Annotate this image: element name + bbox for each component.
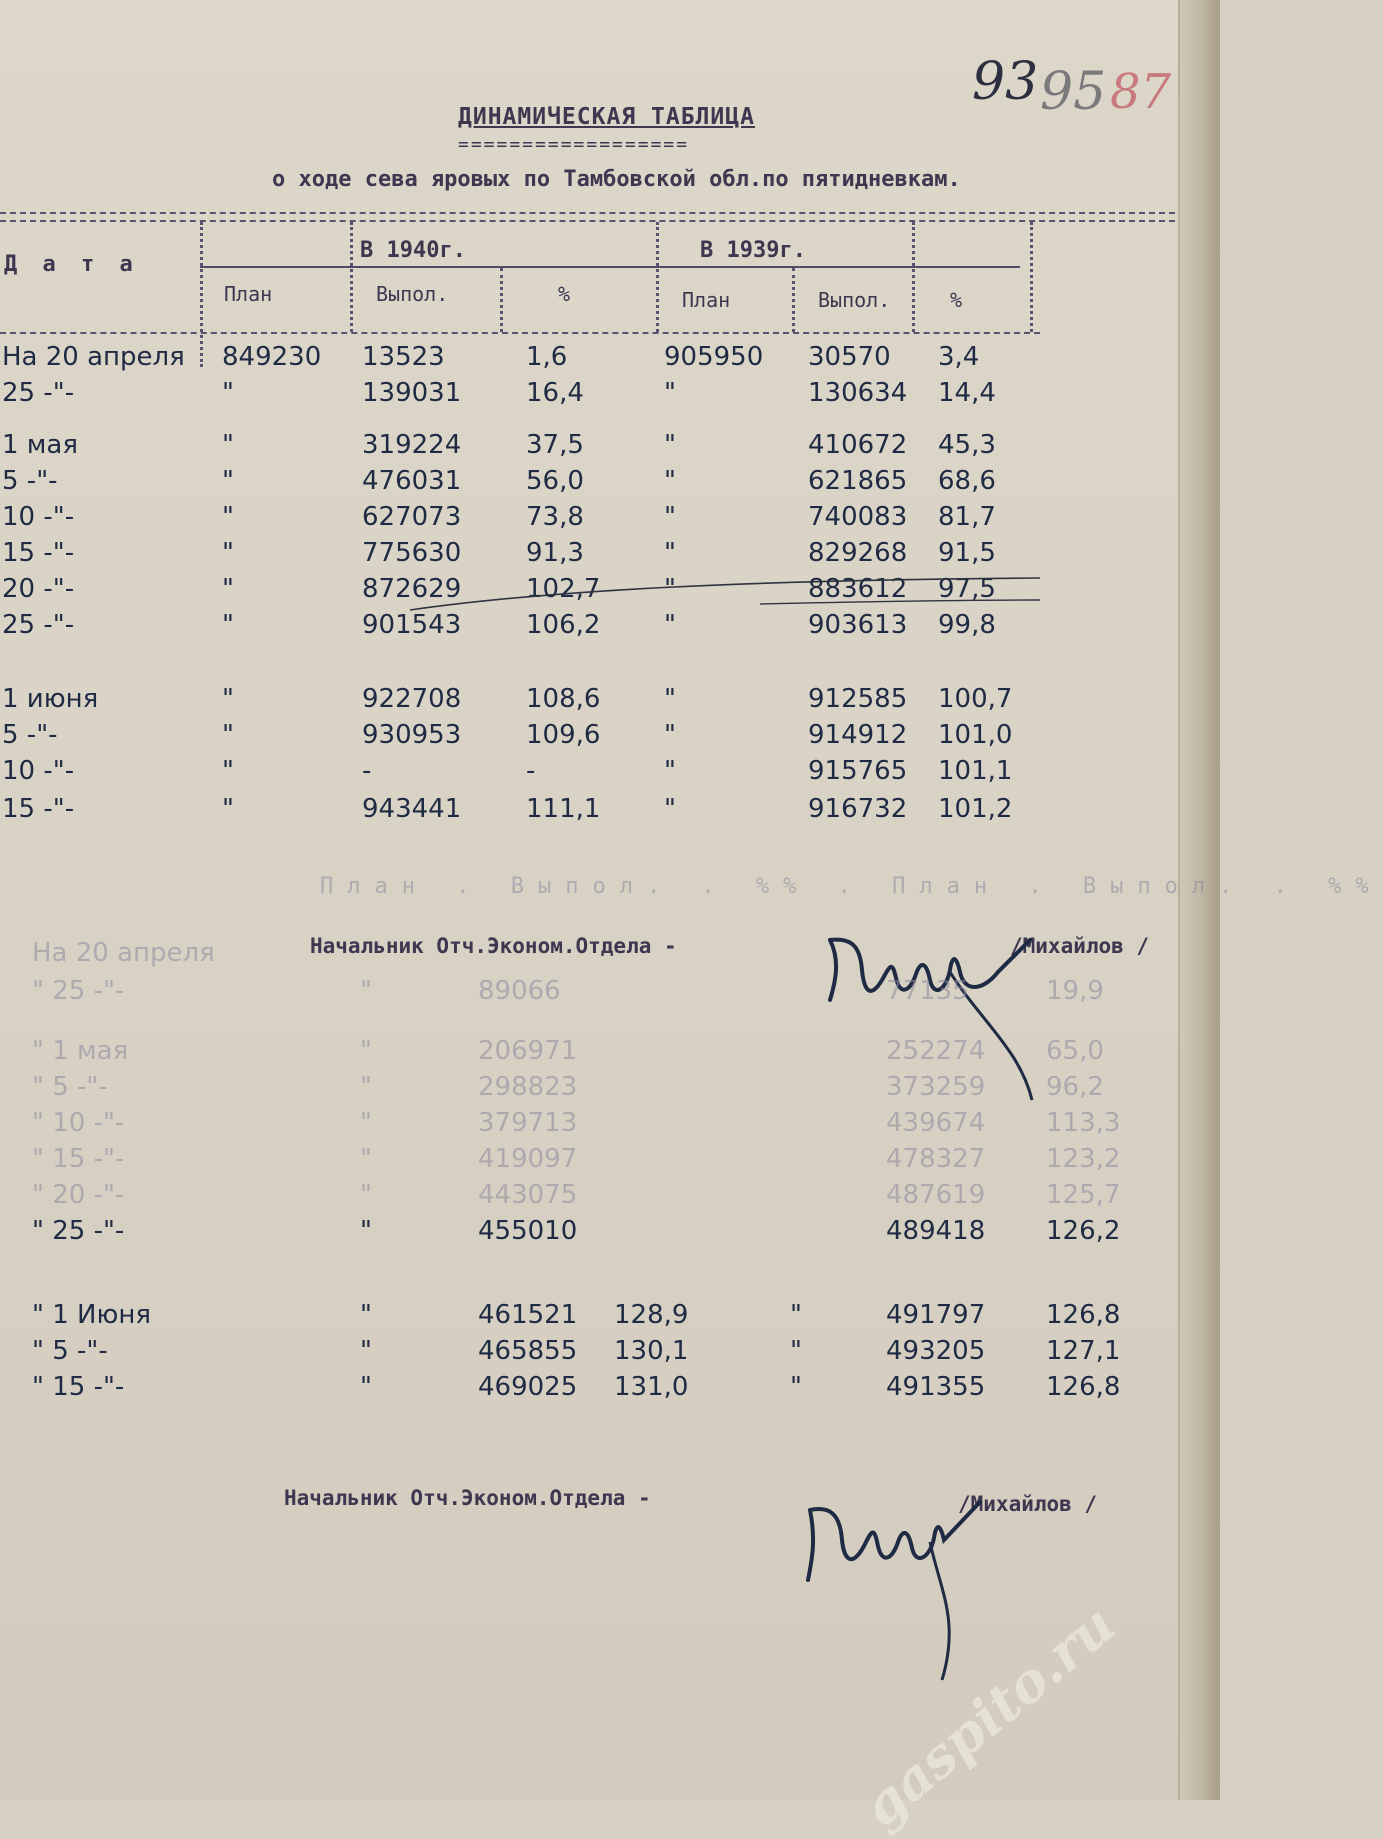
row-done-1939: 916732 [808,794,908,824]
row2-date: " 25 -"- [32,1216,125,1246]
header-done-1940: Выпол. [376,282,449,306]
row-pct-1940: 108,6 [526,684,601,714]
watermark: gaspito.ru [850,1592,1128,1839]
row2-done-1940: 465855 [478,1336,578,1366]
row2-plan-mark-1939: " [790,1300,802,1330]
row-date: 1 июня [2,684,99,714]
row2-done-1939: 493205 [886,1336,986,1366]
row2-done-1939: 439674 [886,1108,986,1138]
row-plan-1940: " [222,502,234,532]
row-pct-1939: 45,3 [938,430,996,460]
row-done-1940: 627073 [362,502,462,532]
row-pct-1940: 111,1 [526,794,601,824]
row2-pct-1940: 128,9 [614,1300,689,1330]
row-pct-1939: 97,5 [938,574,996,604]
row2-date: " 20 -"- [32,1180,125,1210]
header-mid-rule [200,266,1020,268]
row-plan-1940: " [222,378,234,408]
row-pct-1939: 68,6 [938,466,996,496]
col-divider-7 [1030,222,1033,332]
row2-done-1940: 461521 [478,1300,578,1330]
row-date: 25 -"- [2,610,75,640]
folio-number: 93 [972,52,1039,112]
row2-pct-1939: 126,2 [1046,1216,1121,1246]
row-done-1939: 915765 [808,756,908,786]
row-date: На 20 апреля [2,342,185,372]
row2-plan-mark-1940: " [360,1216,372,1246]
row-pct-1939: 81,7 [938,502,996,532]
row2-plan-mark-1940: " [360,1072,372,1102]
row-date: 1 мая [2,430,78,460]
col-divider-3 [500,268,503,332]
row2-plan-mark-1940: " [360,1036,372,1066]
row-pct-1939: 100,7 [938,684,1013,714]
row-done-1940: - [362,756,372,786]
row-date: 15 -"- [2,538,75,568]
row2-plan-mark-1940: " [360,1108,372,1138]
row2-plan-mark-1940: " [360,976,372,1006]
handwritten-signature-2 [780,1450,1000,1690]
row-plan-1939: " [664,756,676,786]
row2-done-1939: 491355 [886,1372,986,1402]
header-plan-1939: План [682,288,731,312]
col-divider-5 [792,268,795,332]
row2-done-1939: 478327 [886,1144,986,1174]
row-pct-1940: 16,4 [526,378,584,408]
row-date: 10 -"- [2,756,75,786]
row-date: 5 -"- [2,720,58,750]
header-year-1940: В 1940г. [360,238,466,263]
row2-pct-1939: 126,8 [1046,1300,1121,1330]
col-divider-2 [350,222,353,332]
col-divider-1 [200,222,203,367]
row-done-1940: 476031 [362,466,462,496]
row2-pct-1939: 65,0 [1046,1036,1104,1066]
row-pct-1939: 3,4 [938,342,980,372]
header-pct-1940: % [558,282,571,306]
row-done-1940: 319224 [362,430,462,460]
row-pct-1939: 91,5 [938,538,996,568]
row2-date: " 25 -"- [32,976,125,1006]
row2-plan-mark-1939: " [790,1336,802,1366]
row-done-1940: 901543 [362,610,462,640]
signature-label-1: Начальник Отч.Эконом.Отдела - [310,934,677,958]
row2-plan-mark-1940: " [360,1372,372,1402]
row-plan-1939: " [664,466,676,496]
row-pct-1939: 101,1 [938,756,1013,786]
row2-pct-1939: 126,8 [1046,1372,1121,1402]
row-plan-1940: " [222,684,234,714]
row-plan-1939: " [664,538,676,568]
row-plan-1940: " [222,574,234,604]
row-plan-1940: " [222,538,234,568]
row-pct-1939: 101,0 [938,720,1013,750]
row2-done-1939: 487619 [886,1180,986,1210]
header-done-1939: Выпол. [818,288,891,312]
row2-done-1940: 298823 [478,1072,578,1102]
col-divider-6 [912,222,915,332]
row-plan-1940: " [222,756,234,786]
row-pct-1940: 106,2 [526,610,601,640]
row2-date: " 5 -"- [32,1072,108,1102]
row-date: 25 -"- [2,378,75,408]
header-bottom-rule [0,332,1040,334]
row-plan-1939: " [664,574,676,604]
row-done-1939: 740083 [808,502,908,532]
row-done-1939: 883612 [808,574,908,604]
row2-pct-1939: 19,9 [1046,976,1104,1006]
row-plan-1940: " [222,720,234,750]
row-plan-1939: 905950 [664,342,764,372]
row-plan-1939: " [664,430,676,460]
row2-done-1939: 373259 [886,1072,986,1102]
row2-plan-mark-1940: " [360,1336,372,1366]
row2-date: " 1 Июня [32,1300,152,1330]
row-pct-1940: 102,7 [526,574,601,604]
row2-pct-1940: 131,0 [614,1372,689,1402]
row-date: 5 -"- [2,466,58,496]
signature-label-2: Начальник Отч.Эконом.Отдела - [284,1486,651,1510]
row2-done-1940: 419097 [478,1144,578,1174]
row-pct-1940: 91,3 [526,538,584,568]
doc-title: ДИНАМИЧЕСКАЯ ТАБЛИЦА [458,104,755,130]
row-plan-1939: " [664,720,676,750]
row-done-1939: 410672 [808,430,908,460]
row-done-1940: 943441 [362,794,462,824]
header-pct-1939: % [950,288,963,312]
row2-date: На 20 апреля [32,938,215,968]
row2-date: " 15 -"- [32,1144,125,1174]
row-plan-1939: " [664,502,676,532]
row-done-1940: 922708 [362,684,462,714]
row2-pct-1939: 113,3 [1046,1108,1121,1138]
row-pct-1940: 37,5 [526,430,584,460]
signature-name-1: /Михайлов / [1010,934,1150,958]
row2-date: " 1 мая [32,1036,129,1066]
pencil-lines [400,560,1050,620]
row-done-1939: 914912 [808,720,908,750]
table-top-rule [0,212,1175,214]
row2-done-1940: 469025 [478,1372,578,1402]
row-pct-1940: 109,6 [526,720,601,750]
row-plan-1939: " [664,684,676,714]
row2-pct-1939: 96,2 [1046,1072,1104,1102]
row-done-1939: 30570 [808,342,891,372]
row2-date: " 5 -"- [32,1336,108,1366]
row-plan-1939: " [664,610,676,640]
row2-done-1940: 443075 [478,1180,578,1210]
row-done-1939: 912585 [808,684,908,714]
row2-done-1940: 89066 [478,976,561,1006]
row2-plan-mark-1940: " [360,1300,372,1330]
row2-date: " 15 -"- [32,1372,125,1402]
row-plan-1940: " [222,430,234,460]
row-pct-1939: 101,2 [938,794,1013,824]
row-date: 10 -"- [2,502,75,532]
row2-done-1939: 491797 [886,1300,986,1330]
folio-old-number: 95 [1040,62,1107,122]
row-date: 20 -"- [2,574,75,604]
row-date: 15 -"- [2,794,75,824]
row-pct-1940: 73,8 [526,502,584,532]
row-pct-1940: - [526,756,536,786]
row-pct-1940: 56,0 [526,466,584,496]
header-plan-1940: План [224,282,273,306]
row-pct-1940: 1,6 [526,342,568,372]
row-done-1939: 621865 [808,466,908,496]
row-pct-1939: 99,8 [938,610,996,640]
row2-date: " 10 -"- [32,1108,125,1138]
row2-done-1940: 206971 [478,1036,578,1066]
row2-done-1939: 489418 [886,1216,986,1246]
col-divider-4 [656,222,659,332]
row-plan-1940: " [222,794,234,824]
row2-done-1939: 252274 [886,1036,986,1066]
row-done-1940: 13523 [362,342,445,372]
row-plan-1940: " [222,466,234,496]
header-year-1939: В 1939г. [700,238,806,263]
doc-subtitle: о ходе сева яровых по Тамбовской обл.по пятидневкам. [272,167,961,192]
row2-pct-1939: 123,2 [1046,1144,1121,1174]
row-done-1939: 130634 [808,378,908,408]
row2-done-1940: 455010 [478,1216,578,1246]
signature-name-2: /Михайлов / [958,1492,1098,1516]
row-done-1940: 872629 [362,574,462,604]
row2-pct-1939: 127,1 [1046,1336,1121,1366]
row2-plan-mark-1940: " [360,1144,372,1174]
row-plan-1940: 849230 [222,342,322,372]
row-done-1939: 903613 [808,610,908,640]
row2-done-1940: 379713 [478,1108,578,1138]
row-plan-1939: " [664,378,676,408]
page-edge [1178,0,1220,1800]
bleed-through-header: План . Выпол. . %% . План . Выпол. . %% [320,874,1383,899]
title-underline: ================== [458,134,690,155]
row-pct-1939: 14,4 [938,378,996,408]
row2-plan-mark-1940: " [360,1180,372,1210]
row-plan-1940: " [222,610,234,640]
row-done-1939: 829268 [808,538,908,568]
folio-red-mark: 87 [1110,64,1172,120]
row-plan-1939: " [664,794,676,824]
row2-pct-1940: 130,1 [614,1336,689,1366]
row2-plan-mark-1939: " [790,1372,802,1402]
row2-pct-1939: 125,7 [1046,1180,1121,1210]
row-done-1940: 775630 [362,538,462,568]
table-top-rule-2 [0,220,1175,222]
row2-done-1939: 77135 [886,976,969,1006]
header-date: Д а т а [4,252,139,277]
row-done-1940: 930953 [362,720,462,750]
row-done-1940: 139031 [362,378,462,408]
